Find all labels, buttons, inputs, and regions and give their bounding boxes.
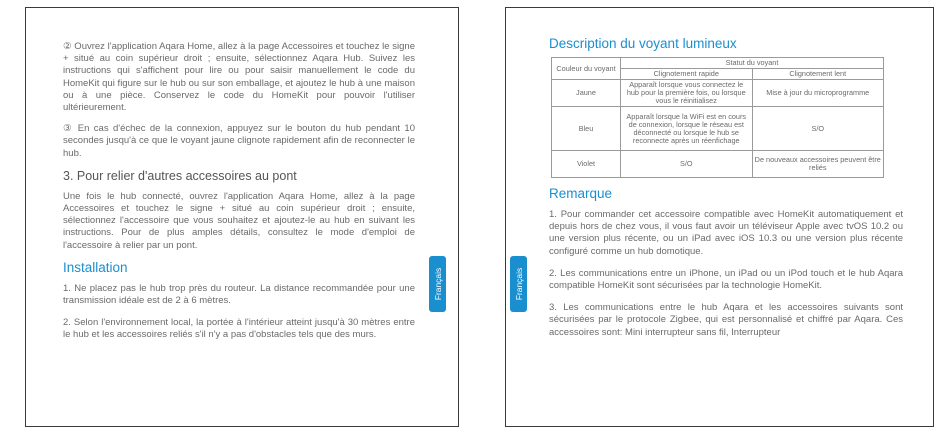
indicator-status-table [551, 57, 884, 178]
fast-cell: S/O [621, 151, 753, 178]
slow-cell: De nouveaux accessoires peuvent être reliés [752, 151, 884, 178]
right-page-content [549, 36, 903, 339]
installation-note-2: 2. Selon l'environnement local, la portée à l'intérieur atteint jusqu'à 30 mètres entre le hub et les accessoires reliés s'il n'y a pas d'obstacles tels que des murs. [63, 317, 415, 341]
language-tab-left [429, 256, 446, 312]
indicator-description-heading: Description du voyant lumineux [549, 36, 737, 51]
language-tab-label: Français [513, 267, 524, 301]
bridge-accessories-heading: 3. Pour relier d'autres accessoires au pont [63, 168, 297, 183]
installation-heading: Installation [63, 259, 128, 275]
remarque-heading: Remarque [549, 186, 613, 201]
language-tab-label: Français [432, 267, 443, 301]
left-page-content [63, 41, 415, 342]
table-row [552, 151, 884, 178]
table-row [552, 80, 884, 107]
slow-cell: Mise à jour du microprogramme [752, 80, 884, 107]
header-status-cell: Statut du voyant [621, 58, 884, 69]
left-page [25, 7, 459, 427]
fast-cell: Apparaît lorsque la WiFi est en cours de connexion, lorsque le réseau est déconnecté ou lorsque le hub se reconnecte après un réenfichage [621, 107, 753, 151]
remark-note-2: 2. Les communications entre un iPhone, un iPad ou un iPod touch et le hub Aqara compatible HomeKit sont sécurisées par la technologie HomeKit. [549, 267, 903, 292]
fast-cell: Apparaît lorsque vous connectez le hub pour la première fois, ou lorsque vous le réinitialisez [621, 80, 753, 107]
color-cell: Jaune [552, 80, 621, 107]
header-fast-cell: Clignotement rapide [621, 69, 753, 80]
table-header-row [552, 58, 884, 69]
installation-note-1: 1. Ne placez pas le hub trop près du routeur. La distance recommandée pour une transmission idéale est de 2 à 6 mètres. [63, 282, 415, 307]
color-cell: Violet [552, 151, 621, 178]
table-row [552, 107, 884, 151]
header-slow-cell: Clignotement lent [752, 69, 884, 80]
step2-paragraph: ② Ouvrez l'application Aqara Home, allez à la page Accessoires et touchez le signe + situé au coin supérieur droit ; ensuite, sélectionnez Aqara Hub. Suivez les instructions qui s'affichent pour lire ou pour saisir manuellement le code du HomeKit qui figure sur le hub ou sur son emballage, et ajoutez le hub à une maison ou à une pièce. Conservez le code du HomeKit pour pouvoir l'utiliser ultérieurement. [63, 41, 415, 114]
header-color-cell: Couleur du voyant [552, 58, 621, 80]
step3-paragraph: ③ En cas d'échec de la connexion, appuyez sur le bouton du hub pendant 10 secondes jusqu'à ce que le voyant jaune clignote rapidement afin de reconnecter le hub. [63, 123, 415, 159]
remark-note-1: 1. Pour commander cet accessoire compatible avec HomeKit automatiquement et depuis hors de chez vous, il vous faut avoir un téléviseur Apple avec tvOS 10.2 ou une version plus récente, ou un iPad avec iOS 10.3 ou une version plus récente configuré comme un hub domotique. [549, 209, 903, 257]
right-page [505, 7, 934, 427]
language-tab-right [510, 256, 527, 312]
color-cell: Bleu [552, 107, 621, 151]
remark-note-3: 3. Les communications entre le hub Aqara et les accessoires suivants sont sécurisées par le protocole Zigbee, qui est personnalisé et chiffré par Aqara. Ces accessoires sont: Mini interrupteur sans fil, Interrupteur [549, 302, 903, 338]
bridge-accessories-paragraph: Une fois le hub connecté, ouvrez l'application Aqara Home, allez à la page Accessoires et touchez le signe + situé au coin supérieur droit ; ensuite, sélectionnez l'accessoire que vous souhaitez et ajoutez-le au hub en suivant les instructions. Pour de plus amples détails, consultez le mode d'emploi de l'accessoire à relier par un pont. [63, 190, 415, 251]
slow-cell: S/O [752, 107, 884, 151]
